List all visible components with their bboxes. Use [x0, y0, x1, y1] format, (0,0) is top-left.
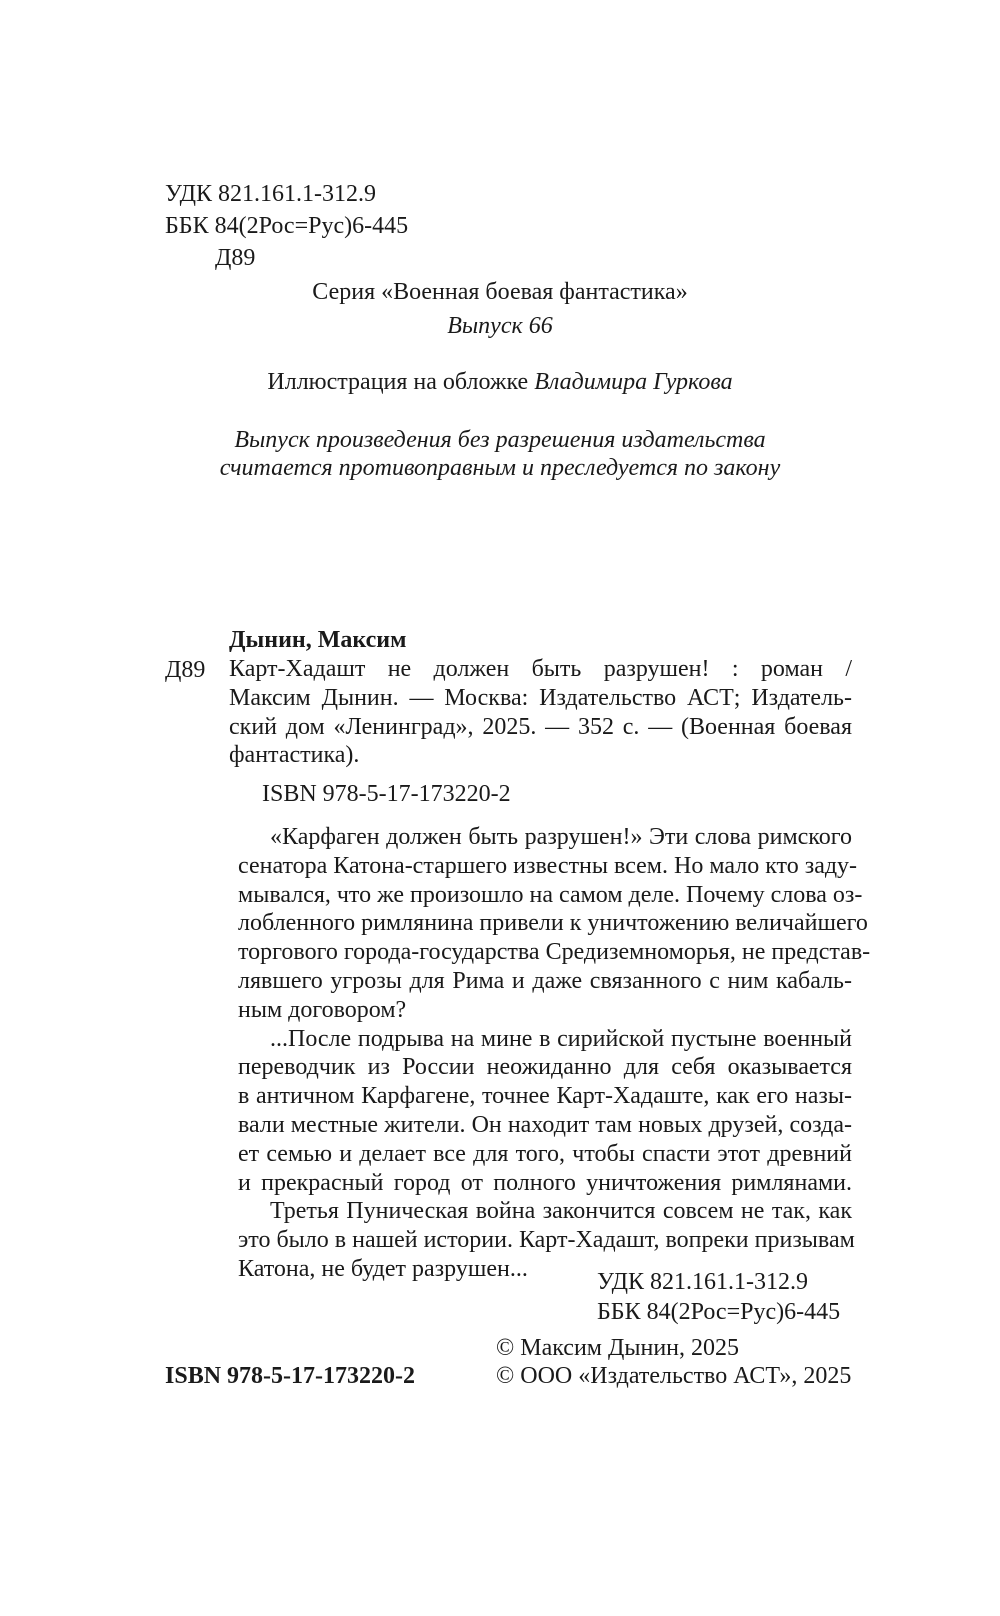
udk-code-bottom: УДК 821.161.1-312.9	[597, 1269, 808, 1295]
catalog-description-line: Карт-Хадашт не должен быть разрушен! : роман /	[229, 656, 852, 682]
annotation-line: торгового города-государства Средиземноморья, не представ-	[238, 939, 871, 966]
copyright-publisher: © ООО «Издательство АСТ», 2025	[496, 1363, 852, 1389]
annotation-line: мывался, что же произошло на самом деле. Почему слова оз-	[238, 881, 863, 908]
annotation	[238, 823, 871, 1284]
catalog-mark: Д89	[165, 657, 206, 683]
series-issue: Выпуск 66	[447, 313, 553, 339]
catalog-description	[229, 655, 852, 770]
annotation-line: лобленного римлянина привели к уничтожению величайшего	[238, 910, 868, 937]
copyright-author: © Максим Дынин, 2025	[496, 1335, 739, 1361]
legal-notice-line-2: считается противоправным и преследуется по закону	[219, 455, 781, 481]
annotation-line: вали местные жители. Он находит там новых друзей, созда-	[238, 1111, 852, 1138]
annotation-line: переводчик из России неожиданно для себя оказывается	[238, 1054, 852, 1081]
catalog-description-line: Максим Дынин. — Москва: Издательство АСТ; Издатель-	[229, 684, 852, 711]
annotation-line: и прекрасный город от полного уничтожения римлянами.	[238, 1169, 852, 1196]
legal-notice-line-1: Выпуск произведения без разрешения издательства	[234, 427, 766, 453]
annotation-line: сенатора Катона-старшего известны всем. Но мало кто заду-	[238, 852, 858, 879]
catalog-author-heading: Дынин, Максим	[229, 627, 407, 653]
illustration-artist: Владимира Гуркова	[534, 369, 733, 395]
catalog-description-line: ский дом «Ленинград», 2025. — 352 с. — (Военная боевая	[229, 713, 852, 740]
illustration-prefix: Иллюстрация на обложке	[267, 369, 535, 395]
catalog-isbn: ISBN 978-5-17-173220-2	[262, 781, 511, 807]
bbk-code-top: ББК 84(2Рос=Рус)6-445	[165, 213, 409, 239]
annotation-line: Катона, не будет разрушен...	[238, 1255, 528, 1282]
annotation-line: это было в нашей истории. Карт-Хадашт, вопреки призывам	[238, 1227, 855, 1254]
annotation-line: ет семью и делает все для того, чтобы спасти этот древний	[238, 1140, 852, 1167]
annotation-line: ...После подрыва на мине в сирийской пустыне военный	[270, 1025, 852, 1052]
catalog-description-line: фантастика).	[229, 742, 360, 769]
footer-isbn: ISBN 978-5-17-173220-2	[165, 1363, 415, 1389]
annotation-line: Третья Пуническая война закончится совсем не так, как	[270, 1198, 852, 1225]
illustration-credit	[0, 368, 1000, 396]
annotation-line: «Карфаген должен быть разрушен!» Эти слова римского	[270, 824, 852, 850]
bbk-code-bottom: ББК 84(2Рос=Рус)6-445	[597, 1299, 841, 1325]
annotation-line: лявшего угрозы для Рима и даже связанного с ним кабаль-	[238, 967, 852, 994]
series-line: Серия «Военная боевая фантастика»	[312, 279, 688, 305]
annotation-line: ным договором?	[238, 996, 407, 1023]
author-mark-top: Д89	[215, 245, 256, 271]
annotation-line: в античном Карфагене, точнее Карт-Хадаште, как его назы-	[238, 1083, 852, 1110]
udk-code-top: УДК 821.161.1-312.9	[165, 181, 376, 207]
